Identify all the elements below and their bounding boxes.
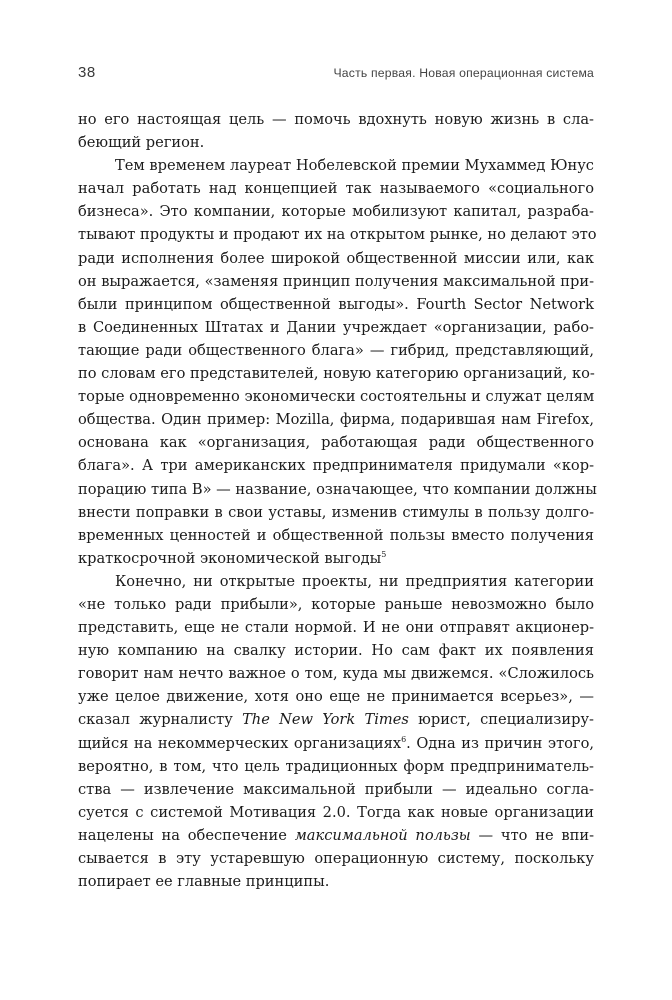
paragraph (78, 154, 597, 570)
text-segment: уже целое движение, хотя оно еще не принимается всерьез», — (78, 688, 594, 706)
text-segment: торые одновременно экономически состоятельны и служат целям (78, 388, 595, 406)
text-segment: тывают продукты и продают их на открытом рынке, но делают это (78, 226, 597, 244)
text-line (78, 801, 594, 824)
text-line (78, 478, 597, 501)
text-segment: беющий регион. (78, 134, 205, 152)
text-line (78, 639, 594, 662)
text-line (78, 732, 594, 755)
paragraph (78, 570, 594, 893)
text-line (78, 293, 594, 316)
text-segment: временных ценностей и общественной пользы вместо получения (78, 526, 594, 544)
italic-text: максимальной пользы (294, 826, 471, 844)
text-line (78, 501, 594, 524)
text-segment: блага». А три американских предпринимателя придумали «кор- (78, 457, 594, 475)
text-line (78, 870, 594, 893)
text-segment: Конечно, ни открытые проекты, ни предприятия категории (115, 572, 594, 590)
italic-text: The New York Times (242, 711, 409, 729)
text-segment: краткосрочной экономической выгоды (78, 549, 382, 567)
text-line (78, 270, 594, 293)
text-segment: начал работать над концепцией так называемого «социального (78, 180, 594, 198)
text-line (78, 154, 594, 177)
text-line (78, 385, 594, 408)
text-segment: он выражается, «заменяя принцип получения максимальной при- (78, 272, 594, 290)
text-line (78, 662, 594, 685)
text-segment: представить, еще не стали нормой. И не они отправят акционер- (78, 619, 594, 637)
text-segment: ства — извлечение максимальной прибыли — идеально согла- (78, 780, 594, 798)
text-line (78, 778, 594, 801)
text-segment: основана как «организация, работающая ради общественного (78, 434, 594, 452)
text-segment: но его настоящая цель — помочь вдохнуть новую жизнь в сла- (78, 111, 594, 128)
footnote-marker: 6 (401, 734, 407, 744)
text-line (78, 177, 594, 200)
text-line (78, 824, 594, 847)
text-segment: ради исполнения более широкой общественной миссии или, как (78, 249, 594, 267)
text-segment: сывается в эту устаревшую операционную систему, поскольку (78, 850, 594, 867)
text-segment: попирает ее главные принципы. (78, 873, 330, 891)
text-segment: вероятно, в том, что цель традиционных форм предприниматель- (78, 757, 594, 775)
text-segment: нацелены на обеспечение (78, 826, 295, 844)
text-line (78, 200, 594, 223)
text-segment: тающие ради общественного блага» — гибрид, представляющий, (78, 341, 594, 359)
text-segment: «не только ради прибыли», которые раньше невозможно было (78, 595, 594, 613)
text-segment: суется с системой Мотивация 2.0. Тогда как новые организации (78, 803, 594, 821)
text-segment: в Соединенных Штатах и Дании учреждает «организации, рабо- (78, 318, 594, 336)
text-line (78, 847, 594, 870)
text-line (78, 616, 594, 639)
text-segment: щийся на некоммерческих организациях (78, 734, 402, 752)
text-segment: ную компанию на свалку истории. Но сам факт их появления (78, 642, 594, 660)
page-number: 38 (78, 64, 96, 81)
text-segment: говорит нам нечто важное о том, куда мы движемся. «Сложилось (78, 665, 594, 683)
text-line (78, 408, 594, 431)
text-line (78, 708, 594, 731)
text-line (78, 685, 594, 708)
text-segment: по словам его представителей, новую категорию организаций, ко- (78, 365, 595, 383)
text-line (78, 339, 594, 362)
text-line (78, 223, 597, 246)
text-segment: сказал журналисту (78, 711, 243, 729)
text-line (78, 570, 594, 593)
text-line (78, 547, 594, 570)
text-line (78, 247, 594, 270)
text-segment: порацию типа B» — название, означающее, что компании должны (78, 480, 597, 498)
text-segment: юрист, специализиру- (408, 711, 594, 729)
text-segment: — что не впи- (470, 826, 595, 844)
text-segment: были принципом общественной выгоды». Fourth Sector Network (78, 295, 594, 313)
text-segment: общества. Один пример: Mozilla, фирма, подарившая нам Firefox, (78, 411, 594, 429)
text-line (78, 454, 594, 477)
text-line (78, 593, 594, 616)
body-text (78, 108, 597, 893)
text-segment: . Одна из причин этого, (406, 734, 594, 752)
text-segment: внести поправки в свои уставы, изменив стимулы в пользу долго- (78, 503, 594, 521)
text-segment: бизнеса». Это компании, которые мобилизуют капитал, разраба- (78, 203, 594, 221)
text-line (78, 131, 594, 154)
text-line (78, 362, 594, 385)
text-line (78, 755, 594, 778)
text-segment: Тем временем лауреат Нобелевской премии Мухаммед Юнус (115, 157, 594, 175)
text-line (78, 108, 594, 131)
text-line (78, 431, 594, 454)
footnote-marker: 5 (381, 549, 387, 559)
running-head: Часть первая. Новая операционная система (333, 66, 594, 80)
paragraph (78, 108, 594, 154)
text-line (78, 316, 594, 339)
text-line (78, 524, 594, 547)
